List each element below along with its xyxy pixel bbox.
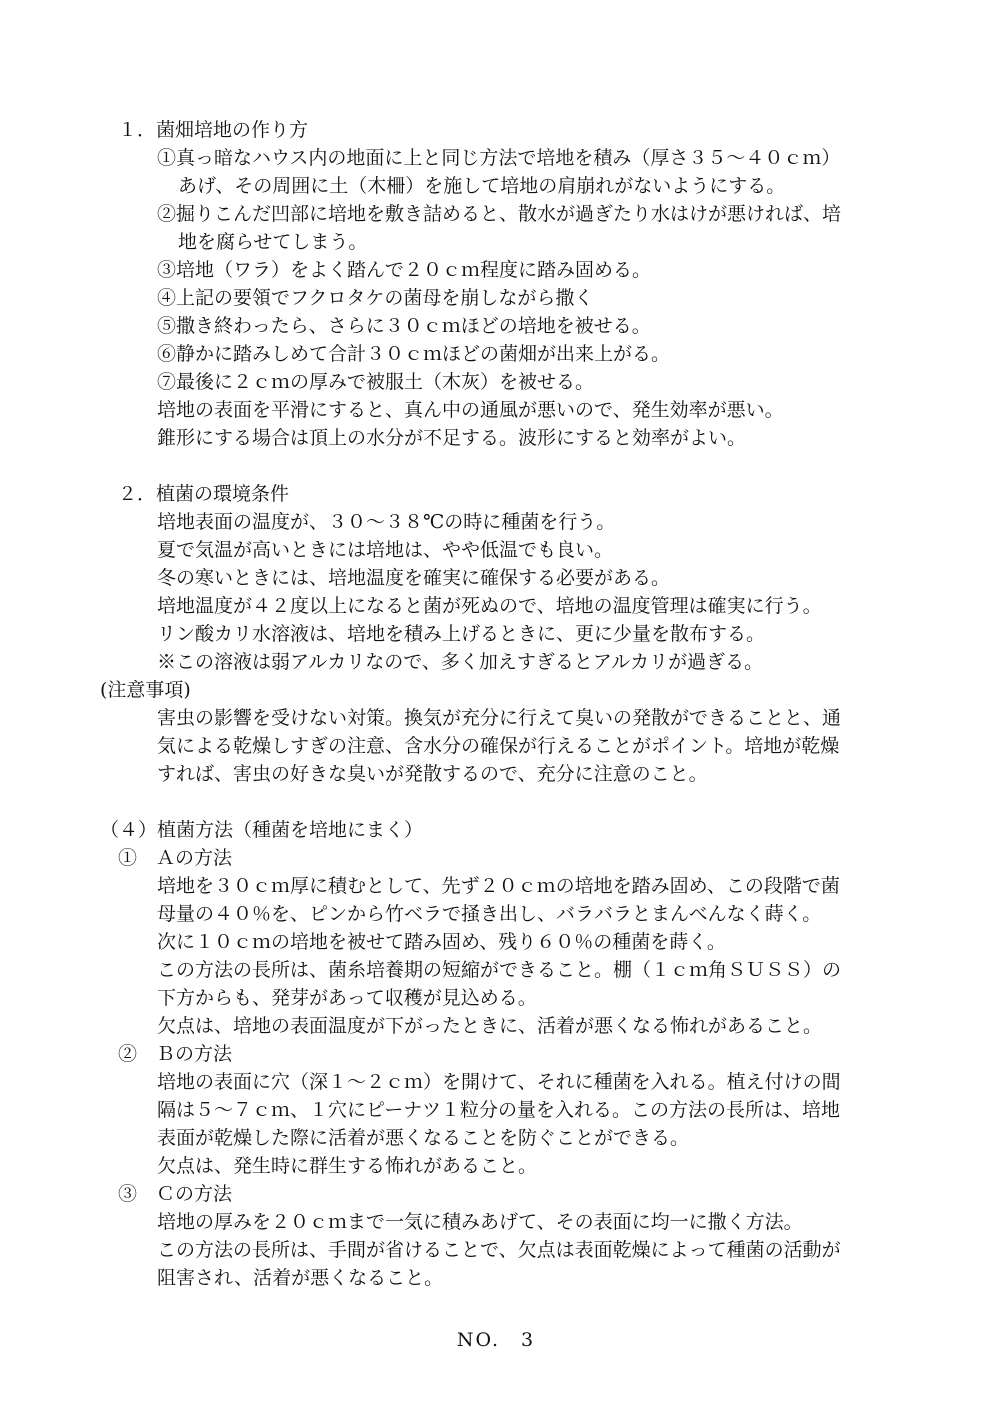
notes-line: すれば、害虫の好きな臭いが発散するので、充分に注意のこと。 bbox=[157, 763, 708, 785]
section2-line: 培地温度が４２度以上になると菌が死ぬので、培地の温度管理は確実に行う。 bbox=[157, 595, 822, 617]
method-b-line: 欠点は、発生時に群生する怖れがあること。 bbox=[157, 1155, 538, 1177]
method-c-line: 培地の厚みを２０ｃｍまで一気に積みあげて、その表面に均一に撒く方法。 bbox=[157, 1211, 803, 1233]
method-a-line: 欠点は、培地の表面温度が下がったときに、活着が悪くなる怖れがあること。 bbox=[157, 1015, 823, 1037]
notes-line: 気による乾燥しすぎの注意、含水分の確保が行えることがポイント。培地が乾燥 bbox=[157, 735, 840, 757]
section1-line: ③培地（ワラ）をよく踏んで２０ｃｍ程度に踏み固める。 bbox=[157, 259, 652, 281]
section2-line: 夏で気温が高いときには培地は、やや低温でも良い。 bbox=[157, 539, 614, 561]
section1-line: ④上記の要領でフクロタケの菌母を崩しながら撒く bbox=[157, 287, 594, 309]
section1-line: ①真っ暗なハウス内の地面に上と同じ方法で培地を積み（厚さ３５～４０ｃｍ） bbox=[157, 147, 841, 169]
section1-heading: １．菌畑培地の作り方 bbox=[118, 119, 309, 141]
notes-line: 害虫の影響を受けない対策。換気が充分に行えて臭いの発散ができることと、通 bbox=[157, 707, 842, 729]
method-a-heading: ① Ａの方法 bbox=[118, 847, 233, 869]
section2-line: 培地表面の温度が、３０～３８℃の時に種菌を行う。 bbox=[157, 511, 616, 533]
method-b-heading: ② Ｂの方法 bbox=[118, 1043, 233, 1065]
section4-heading: （４）植菌方法（種菌を培地にまく） bbox=[100, 819, 424, 841]
page-number: NO. 3 bbox=[456, 1329, 536, 1351]
section2-line: ※この溶液は弱アルカリなので、多く加えすぎるとアルカリが過ぎる。 bbox=[157, 651, 764, 673]
method-c-line: この方法の長所は、手間が省けることで、欠点は表面乾燥によって種菌の活動が bbox=[157, 1239, 841, 1261]
method-a-line: 次に１０ｃｍの培地を被せて踏み固め、残り６０％の種菌を蒔く。 bbox=[157, 931, 726, 953]
section2-heading: ２．植菌の環境条件 bbox=[118, 483, 290, 505]
method-b-line: 培地の表面に穴（深１～２ｃｍ）を開けて、それに種菌を入れる。植え付けの間 bbox=[157, 1071, 841, 1093]
section1-line: 錐形にする場合は頂上の水分が不足する。波形にすると効率がよい。 bbox=[157, 427, 747, 449]
section1-line: あげ、その周囲に土（木柵）を施して培地の肩崩れがないようにする。 bbox=[178, 175, 786, 197]
section2-line: リン酸カリ水溶液は、培地を積み上げるときに、更に少量を散布する。 bbox=[157, 623, 766, 645]
section1-line: 培地の表面を平滑にすると、真ん中の通風が悪いので、発生効率が悪い。 bbox=[157, 399, 784, 421]
section1-line: ⑦最後に２ｃｍの厚みで被服土（木灰）を被せる。 bbox=[157, 371, 595, 393]
method-b-line: 表面が乾燥した際に活着が悪くなることを防ぐことができる。 bbox=[157, 1127, 690, 1149]
section1-line: 地を腐らせてしまう。 bbox=[178, 231, 368, 253]
section1-line: ⑥静かに踏みしめて合計３０ｃｍほどの菌畑が出来上がる。 bbox=[157, 343, 671, 365]
method-a-line: この方法の長所は、菌糸培養期の短縮ができること。棚（１ｃｍ角ＳＵＳＳ）の bbox=[157, 959, 842, 981]
method-a-line: 母量の４０％を、ピンから竹ベラで掻き出し、バラバラとまんべんなく蒔く。 bbox=[157, 903, 822, 925]
method-a-line: 下方からも、発芽があって収穫が見込める。 bbox=[157, 987, 537, 1009]
method-c-line: 阻害され、活着が悪くなること。 bbox=[157, 1267, 444, 1289]
notes-heading: (注意事項) bbox=[100, 679, 191, 701]
method-c-heading: ③ Ｃの方法 bbox=[118, 1183, 233, 1205]
section1-line: ⑤撒き終わったら、さらに３０ｃｍほどの培地を被せる。 bbox=[157, 315, 651, 337]
section2-line: 冬の寒いときには、培地温度を確実に確保する必要がある。 bbox=[157, 567, 671, 589]
section1-line: ②掘りこんだ凹部に培地を敷き詰めると、散水が過ぎたり水はけが悪ければ、培 bbox=[157, 203, 842, 225]
method-b-line: 隔は５～７ｃｍ、１穴にピーナツ１粒分の量を入れる。この方法の長所は、培地 bbox=[157, 1099, 841, 1121]
method-a-line: 培地を３０ｃｍ厚に積むとして、先ず２０ｃｍの培地を踏み固め、この段階で菌 bbox=[157, 875, 840, 897]
